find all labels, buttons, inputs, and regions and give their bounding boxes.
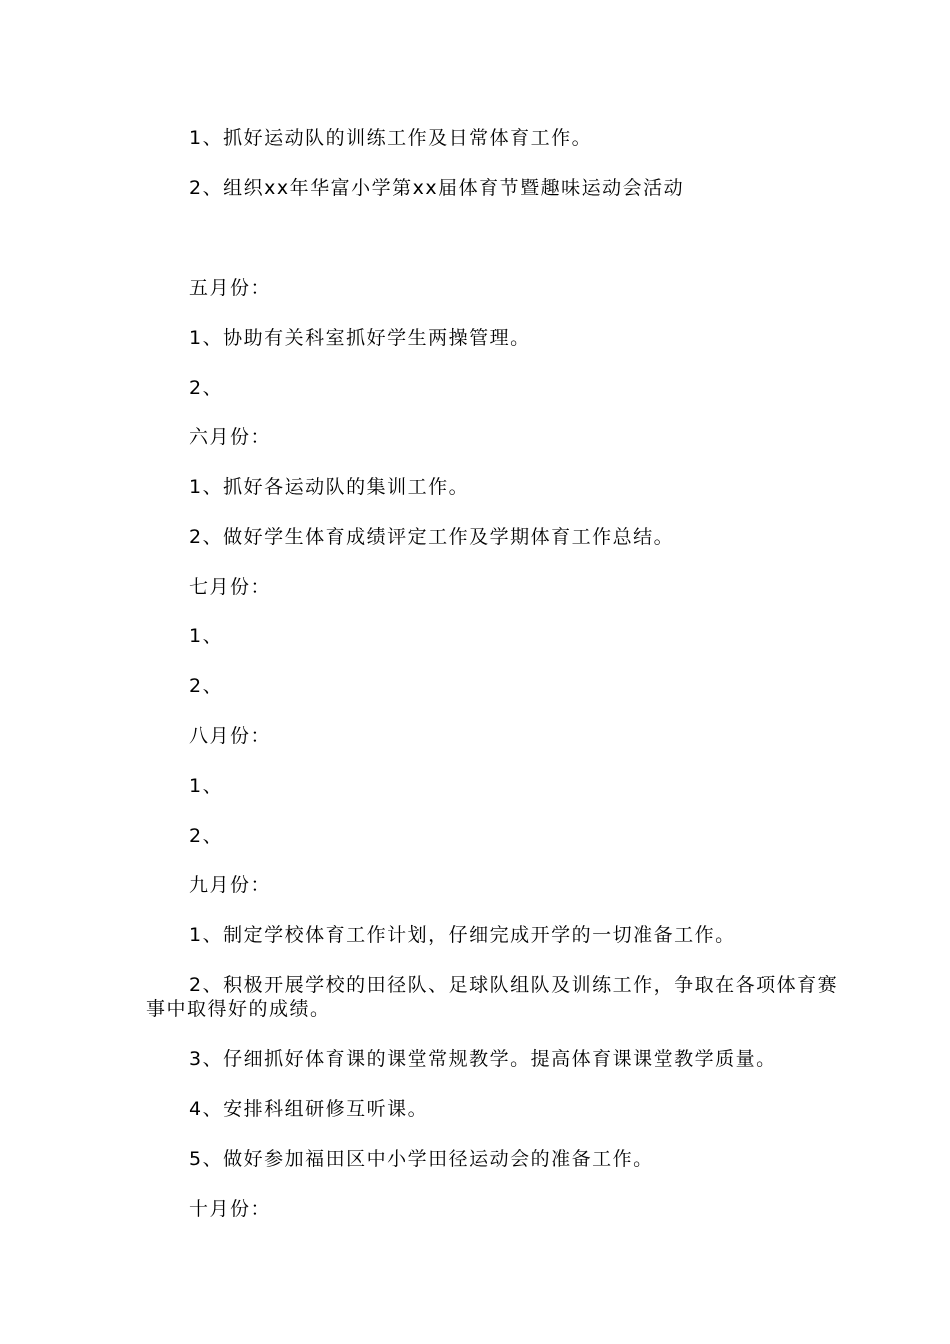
paragraph: 1、抓好各运动队的集训工作。 [189,476,470,498]
paragraph: 1、 [189,775,224,797]
paragraph: 2、做好学生体育成绩评定工作及学期体育工作总结。 [189,526,675,548]
paragraph: 2、组织xx年华富小学第xx届体育节暨趣味运动会活动 [189,177,685,199]
section-heading-june: 六月份： [189,426,272,448]
section-heading-may: 五月份： [189,277,272,299]
paragraph: 2、 [189,825,224,847]
paragraph: 2、 [189,377,224,399]
paragraph: 1、协助有关科室抓好学生两操管理。 [189,327,531,349]
paragraph: 5、做好参加福田区中小学田径运动会的准备工作。 [189,1148,654,1170]
paragraph: 1、制定学校体育工作计划，仔细完成开学的一切准备工作。 [189,924,736,946]
section-heading-september: 九月份： [189,874,272,896]
section-heading-october: 十月份： [189,1198,272,1220]
paragraph: 4、安排科组研修互听课。 [189,1098,429,1120]
paragraph: 3、仔细抓好体育课的课堂常规教学。提高体育课课堂教学质量。 [189,1048,777,1070]
paragraph: 1、 [189,625,224,647]
paragraph: 2、积极开展学校的田径队、足球队组队及训练工作，争取在各项体育赛事中取得好的成绩。 [146,974,839,1020]
paragraph: 1、抓好运动队的训练工作及日常体育工作。 [189,127,593,149]
section-heading-july: 七月份： [189,576,272,598]
paragraph: 2、 [189,675,224,697]
section-heading-august: 八月份： [189,725,272,747]
